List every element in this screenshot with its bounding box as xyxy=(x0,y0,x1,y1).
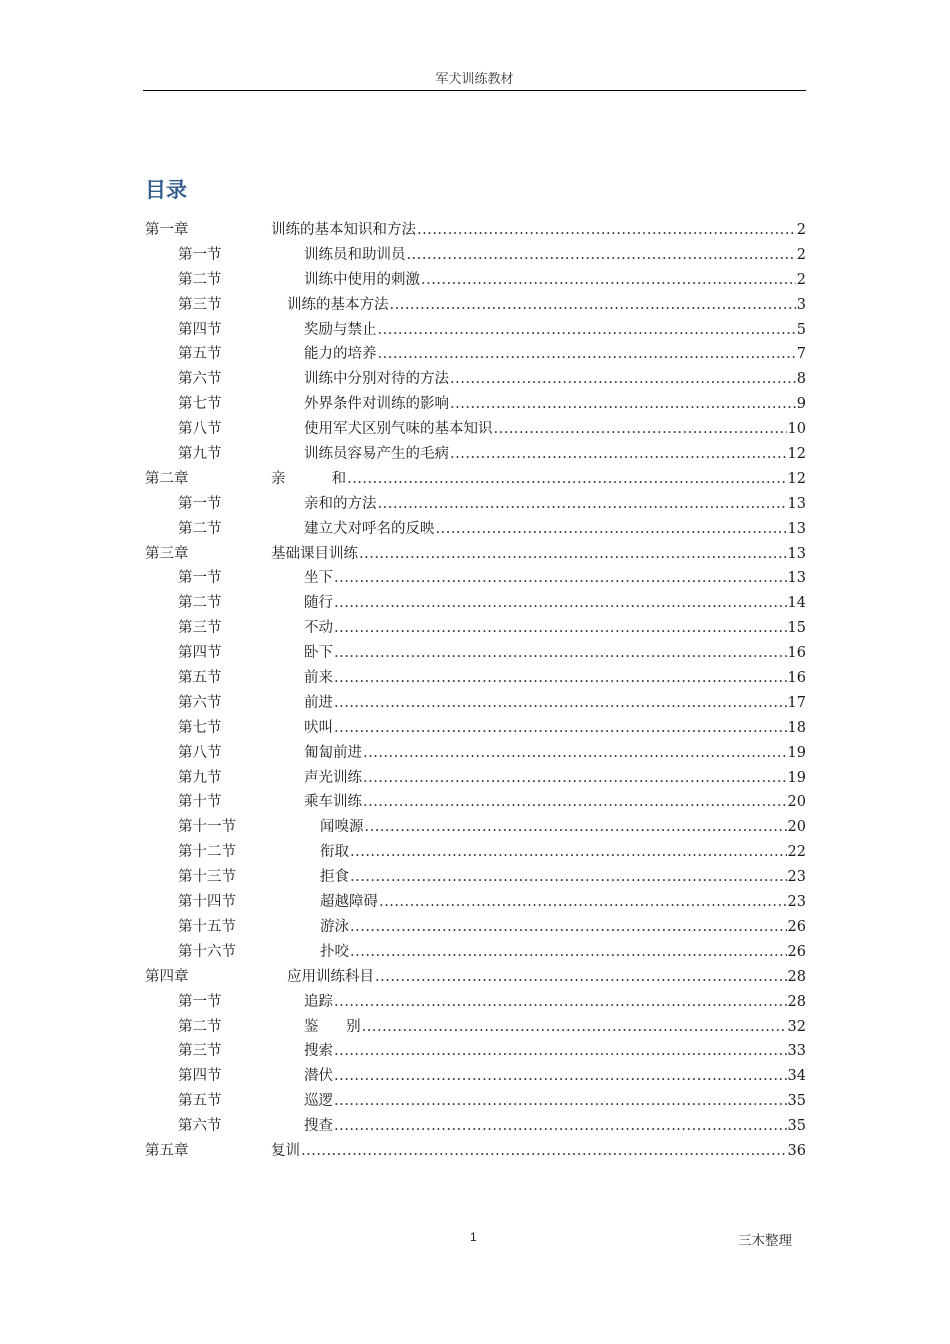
toc-entry-page: 28 xyxy=(787,968,806,985)
toc-entry-page: 2 xyxy=(796,222,806,238)
toc-entry-page: 16 xyxy=(787,645,806,662)
toc-section-entry[interactable] xyxy=(145,1089,806,1114)
toc-entry-title: 声光训练 xyxy=(304,769,362,786)
dot-leader xyxy=(436,517,787,542)
toc-entry-label: 第四节 xyxy=(178,645,222,662)
toc-entry-label: 第五章 xyxy=(145,1142,189,1159)
table-of-contents xyxy=(145,218,806,1164)
toc-entry-title: 亲和的方法 xyxy=(304,495,377,512)
toc-section-entry[interactable] xyxy=(145,716,806,741)
toc-entry-label: 第一章 xyxy=(145,222,189,238)
toc-section-entry[interactable] xyxy=(145,815,806,840)
toc-entry-label: 第五节 xyxy=(178,670,222,687)
toc-entry-title: 基础课目训练 xyxy=(271,545,358,562)
toc-entry-page: 26 xyxy=(787,943,806,960)
toc-entry-title: 不动 xyxy=(304,620,333,637)
toc-entry-title: 训练员和助训员 xyxy=(304,246,406,263)
dot-leader xyxy=(347,467,786,492)
toc-entry-title: 追踪 xyxy=(304,993,333,1010)
toc-entry-label: 第五节 xyxy=(178,346,222,363)
toc-entry-page: 34 xyxy=(787,1068,806,1085)
toc-entry-title: 鉴 别 xyxy=(304,1018,361,1035)
toc-entry-page: 13 xyxy=(787,570,806,587)
toc-entry-label: 第二章 xyxy=(145,470,189,487)
toc-entry-page: 35 xyxy=(787,1093,806,1110)
toc-entry-page: 19 xyxy=(787,744,806,761)
toc-section-entry[interactable] xyxy=(145,342,806,367)
toc-entry-page: 14 xyxy=(787,595,806,612)
toc-entry-title: 建立犬对呼名的反映 xyxy=(304,520,435,537)
toc-entry-page: 20 xyxy=(787,819,806,836)
toc-entry-title: 训练中使用的刺激 xyxy=(304,271,420,288)
toc-entry-page: 23 xyxy=(787,894,806,911)
toc-entry-title: 亲 和 xyxy=(271,470,347,487)
toc-entry-page: 5 xyxy=(796,321,806,338)
dot-leader xyxy=(450,392,796,417)
toc-section-entry[interactable] xyxy=(145,766,806,791)
toc-entry-label: 第二节 xyxy=(178,595,222,612)
toc-entry-title: 超越障碍 xyxy=(320,894,378,911)
toc-entry-page: 16 xyxy=(787,670,806,687)
toc-chapter-entry[interactable] xyxy=(145,467,806,492)
dot-leader xyxy=(378,492,787,517)
toc-entry-title: 训练的基本知识和方法 xyxy=(271,222,416,238)
toc-entry-label: 第六节 xyxy=(178,1118,222,1135)
toc-entry-page: 28 xyxy=(787,993,806,1010)
toc-section-entry[interactable] xyxy=(145,666,806,691)
toc-entry-title: 外界条件对训练的影响 xyxy=(304,396,449,413)
toc-section-entry[interactable] xyxy=(145,566,806,591)
toc-section-entry[interactable] xyxy=(145,840,806,865)
toc-entry-label: 第八节 xyxy=(178,421,222,438)
toc-entry-page: 7 xyxy=(796,346,806,363)
toc-entry-title: 扑咬 xyxy=(320,943,349,960)
toc-section-entry[interactable] xyxy=(145,1015,806,1040)
dot-leader xyxy=(417,218,796,243)
toc-entry-label: 第四章 xyxy=(145,968,189,985)
dot-leader xyxy=(334,616,787,641)
toc-entry-label: 第七节 xyxy=(178,396,222,413)
toc-entry-title: 前进 xyxy=(304,694,333,711)
toc-entry-page: 20 xyxy=(787,794,806,811)
toc-entry-label: 第十三节 xyxy=(178,869,236,886)
toc-entry-page: 10 xyxy=(787,421,806,438)
toc-entry-label: 第十节 xyxy=(178,794,222,811)
toc-entry-label: 第十五节 xyxy=(178,918,236,935)
toc-section-entry[interactable] xyxy=(145,990,806,1015)
dot-leader xyxy=(378,318,796,343)
toc-entry-page: 33 xyxy=(787,1043,806,1060)
toc-entry-label: 第二节 xyxy=(178,1018,222,1035)
toc-entry-label: 第八节 xyxy=(178,744,222,761)
toc-entry-label: 第二节 xyxy=(178,271,222,288)
dot-leader xyxy=(334,1089,787,1114)
toc-section-entry[interactable] xyxy=(145,442,806,467)
dot-leader xyxy=(334,666,787,691)
toc-entry-label: 第三章 xyxy=(145,545,189,562)
toc-entry-label: 第十六节 xyxy=(178,943,236,960)
toc-entry-title: 吠叫 xyxy=(304,719,333,736)
toc-entry-page: 22 xyxy=(787,844,806,861)
toc-entry-title: 能力的培养 xyxy=(304,346,377,363)
toc-section-entry[interactable] xyxy=(145,691,806,716)
toc-entry-label: 第四节 xyxy=(178,321,222,338)
dot-leader xyxy=(334,641,787,666)
toc-entry-title: 训练的基本方法 xyxy=(287,296,389,313)
toc-entry-label: 第九节 xyxy=(178,446,222,463)
toc-entry-label: 第一节 xyxy=(178,246,222,263)
footer-note: 三木整理 xyxy=(738,1233,792,1249)
toc-section-entry[interactable] xyxy=(145,243,806,268)
toc-entry-label: 第十一节 xyxy=(178,819,236,836)
toc-entry-label: 第三节 xyxy=(178,296,222,313)
toc-entry-title: 拒食 xyxy=(320,869,349,886)
toc-section-entry[interactable] xyxy=(145,865,806,890)
toc-entry-page: 9 xyxy=(796,396,806,413)
toc-section-entry[interactable] xyxy=(145,890,806,915)
dot-leader xyxy=(334,1114,787,1139)
toc-entry-label: 第七节 xyxy=(178,719,222,736)
toc-entry-title: 卧下 xyxy=(304,645,333,662)
toc-entry-title: 应用训练科目 xyxy=(287,968,374,985)
dot-leader xyxy=(350,865,787,890)
dot-leader xyxy=(375,965,787,990)
dot-leader xyxy=(363,790,787,815)
dot-leader xyxy=(494,417,787,442)
toc-section-entry[interactable] xyxy=(145,641,806,666)
toc-entry-label: 第二节 xyxy=(178,520,222,537)
toc-entry-page: 26 xyxy=(787,918,806,935)
dot-leader xyxy=(378,342,796,367)
toc-entry-title: 搜索 xyxy=(304,1043,333,1060)
toc-section-entry[interactable] xyxy=(145,517,806,542)
toc-chapter-entry[interactable] xyxy=(145,1139,806,1164)
toc-section-entry[interactable] xyxy=(145,915,806,940)
toc-entry-label: 第一节 xyxy=(178,993,222,1010)
dot-leader xyxy=(334,1064,787,1089)
toc-entry-page: 36 xyxy=(787,1142,806,1159)
toc-entry-label: 第六节 xyxy=(178,371,222,388)
toc-section-entry[interactable] xyxy=(145,1039,806,1064)
toc-entry-label: 第六节 xyxy=(178,694,222,711)
toc-entry-title: 前来 xyxy=(304,670,333,687)
toc-section-entry[interactable] xyxy=(145,591,806,616)
dot-leader xyxy=(421,268,796,293)
toc-entry-page: 13 xyxy=(787,545,806,562)
toc-title: 目录 xyxy=(145,178,187,202)
toc-section-entry[interactable] xyxy=(145,940,806,965)
dot-leader xyxy=(407,243,796,268)
toc-entry-title: 游泳 xyxy=(320,918,349,935)
toc-entry-page: 13 xyxy=(787,495,806,512)
toc-entry-label: 第三节 xyxy=(178,620,222,637)
toc-entry-page: 12 xyxy=(787,470,806,487)
toc-entry-title: 搜查 xyxy=(304,1118,333,1135)
toc-entry-page: 2 xyxy=(796,246,806,263)
toc-chapter-entry[interactable] xyxy=(145,218,806,243)
toc-section-entry[interactable] xyxy=(145,1064,806,1089)
toc-entry-label: 第一节 xyxy=(178,495,222,512)
toc-entry-page: 18 xyxy=(787,719,806,736)
toc-entry-page: 12 xyxy=(787,446,806,463)
dot-leader xyxy=(350,940,787,965)
dot-leader xyxy=(334,566,787,591)
dot-leader xyxy=(363,766,787,791)
toc-entry-label: 第五节 xyxy=(178,1093,222,1110)
dot-leader xyxy=(390,293,796,318)
toc-entry-label: 第一节 xyxy=(178,570,222,587)
toc-entry-title: 使用军犬区别气味的基本知识 xyxy=(304,421,493,438)
toc-section-entry[interactable] xyxy=(145,790,806,815)
toc-chapter-entry[interactable] xyxy=(145,965,806,990)
dot-leader xyxy=(334,591,787,616)
toc-entry-label: 第三节 xyxy=(178,1043,222,1060)
toc-section-entry[interactable] xyxy=(145,392,806,417)
page-number: 1 xyxy=(470,1230,477,1244)
toc-entry-title: 闻嗅源 xyxy=(320,819,364,836)
toc-entry-label: 第十四节 xyxy=(178,894,236,911)
dot-leader xyxy=(379,890,787,915)
page-header: 军犬训练教材 xyxy=(143,68,806,91)
dot-leader xyxy=(350,840,787,865)
toc-entry-title: 巡逻 xyxy=(304,1093,333,1110)
toc-entry-page: 19 xyxy=(787,769,806,786)
toc-entry-page: 8 xyxy=(796,371,806,388)
toc-section-entry[interactable] xyxy=(145,293,806,318)
toc-entry-title: 乘车训练 xyxy=(304,794,362,811)
toc-entry-label: 第四节 xyxy=(178,1068,222,1085)
toc-entry-title: 训练员容易产生的毛病 xyxy=(304,446,449,463)
toc-entry-page: 17 xyxy=(787,694,806,711)
toc-section-entry[interactable] xyxy=(145,616,806,641)
toc-entry-title: 随行 xyxy=(304,595,333,612)
dot-leader xyxy=(301,1139,787,1164)
toc-chapter-entry[interactable] xyxy=(145,542,806,567)
toc-section-entry[interactable] xyxy=(145,1114,806,1139)
dot-leader xyxy=(334,691,787,716)
toc-entry-title: 坐下 xyxy=(304,570,333,587)
dot-leader xyxy=(450,367,796,392)
toc-entry-title: 训练中分别对待的方法 xyxy=(304,371,449,388)
toc-entry-page: 15 xyxy=(787,620,806,637)
toc-entry-page: 35 xyxy=(787,1118,806,1135)
dot-leader xyxy=(334,1039,787,1064)
toc-section-entry[interactable] xyxy=(145,318,806,343)
dot-leader xyxy=(350,915,787,940)
toc-entry-page: 32 xyxy=(787,1018,806,1035)
toc-entry-page: 3 xyxy=(796,296,806,313)
toc-section-entry[interactable] xyxy=(145,417,806,442)
toc-section-entry[interactable] xyxy=(145,741,806,766)
dot-leader xyxy=(362,1015,787,1040)
toc-entry-label: 第九节 xyxy=(178,769,222,786)
toc-section-entry[interactable] xyxy=(145,492,806,517)
dot-leader xyxy=(334,990,787,1015)
toc-entry-title: 潜伏 xyxy=(304,1068,333,1085)
toc-entry-title: 奖励与禁止 xyxy=(304,321,377,338)
toc-section-entry[interactable] xyxy=(145,367,806,392)
toc-entry-title: 匍匐前进 xyxy=(304,744,362,761)
toc-section-entry[interactable] xyxy=(145,268,806,293)
dot-leader xyxy=(450,442,787,467)
dot-leader xyxy=(363,741,787,766)
toc-entry-page: 13 xyxy=(787,520,806,537)
toc-entry-title: 衔取 xyxy=(320,844,349,861)
toc-entry-title: 复训 xyxy=(271,1142,300,1159)
dot-leader xyxy=(334,716,787,741)
toc-entry-label: 第十二节 xyxy=(178,844,236,861)
dot-leader xyxy=(359,542,787,567)
toc-entry-page: 23 xyxy=(787,869,806,886)
toc-entry-page: 2 xyxy=(796,271,806,288)
dot-leader xyxy=(365,815,787,840)
